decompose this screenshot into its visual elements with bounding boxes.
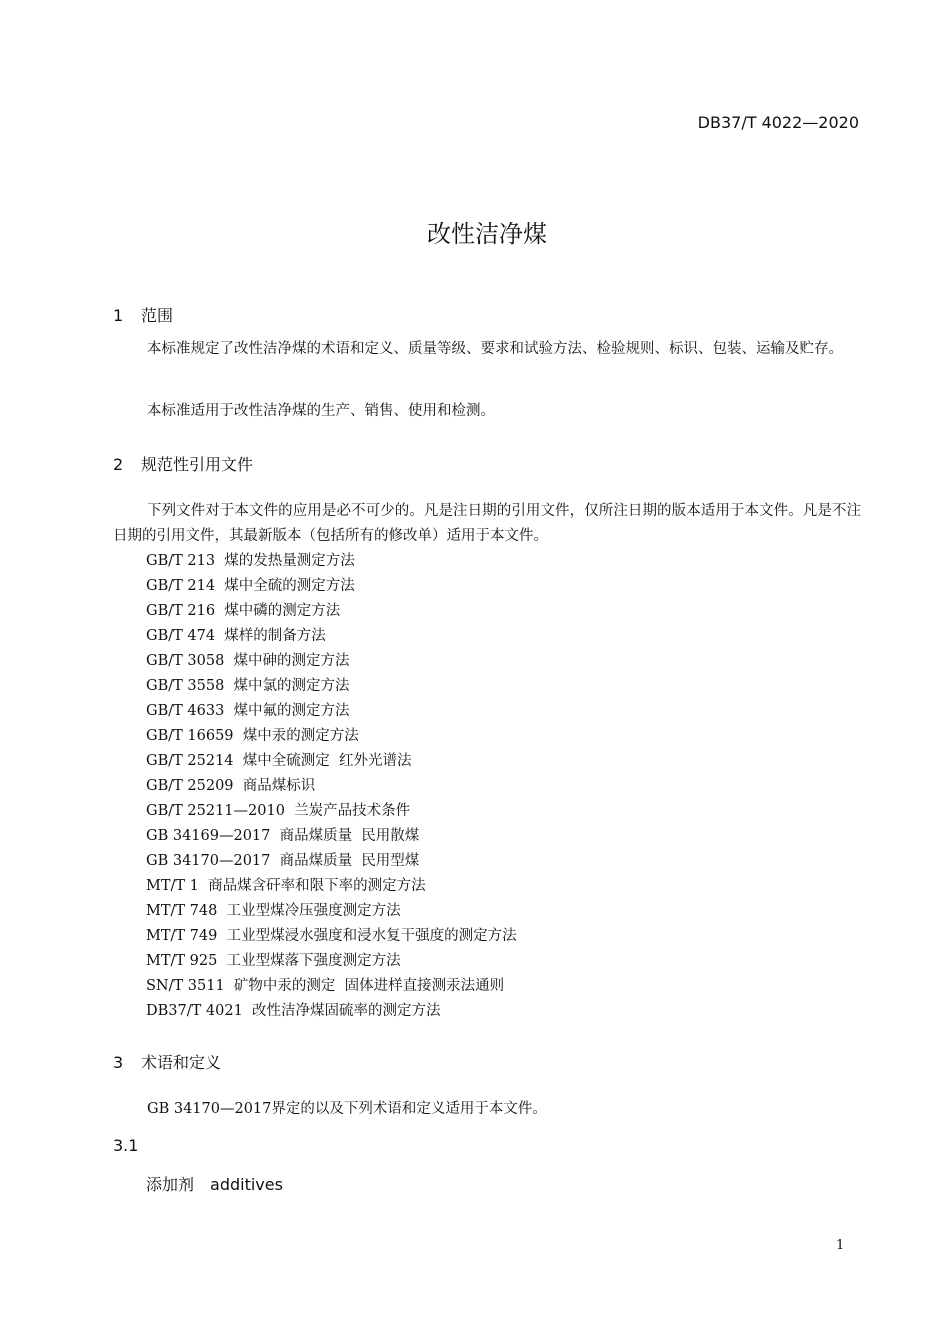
reference-item: GB/T 213 煤的发热量测定方法 xyxy=(146,553,355,569)
subsection-number: 3.1 xyxy=(113,1136,139,1155)
reference-item: GB/T 3558 煤中氯的测定方法 xyxy=(146,678,350,694)
term-chinese: 添加剂 xyxy=(146,1175,195,1194)
document-title: 改性洁净煤 xyxy=(427,220,547,248)
reference-item: SN/T 3511 矿物中汞的测定 固体进样直接测汞法通则 xyxy=(146,978,505,994)
reference-item: MT/T 1 商品煤含矸率和限下率的测定方法 xyxy=(146,878,426,894)
reference-item: GB 34170—2017 商品煤质量 民用型煤 xyxy=(146,853,420,869)
reference-item: GB/T 3058 煤中砷的测定方法 xyxy=(146,653,350,669)
reference-item: GB/T 474 煤样的制备方法 xyxy=(146,628,326,644)
section-number: 3 xyxy=(113,1053,124,1072)
reference-item: GB/T 16659 煤中汞的测定方法 xyxy=(146,728,359,744)
reference-item: GB/T 216 煤中磷的测定方法 xyxy=(146,603,341,619)
term-entry xyxy=(146,1172,283,1195)
reference-item: GB 34169—2017 商品煤质量 民用散煤 xyxy=(146,828,420,844)
reference-item: DB37/T 4021 改性洁净煤固硫率的测定方法 xyxy=(146,1003,441,1019)
reference-item: MT/T 925 工业型煤落下强度测定方法 xyxy=(146,953,401,969)
section-3-heading xyxy=(113,1050,221,1073)
standard-number: DB37/T 4022—2020 xyxy=(697,113,859,132)
section-title: 术语和定义 xyxy=(141,1053,222,1072)
reference-item: MT/T 749 工业型煤浸水强度和浸水复干强度的测定方法 xyxy=(146,928,517,944)
section-2-heading xyxy=(113,452,253,475)
reference-item: GB/T 25214 煤中全硫测定 红外光谱法 xyxy=(146,753,412,769)
section-title: 规范性引用文件 xyxy=(141,455,254,474)
reference-item: GB/T 214 煤中全硫的测定方法 xyxy=(146,578,355,594)
page-number: 1 xyxy=(836,1238,845,1253)
section-number: 1 xyxy=(113,306,124,325)
reference-item: MT/T 748 工业型煤冷压强度测定方法 xyxy=(146,903,401,919)
scope-paragraph-1: 本标准规定了改性洁净煤的术语和定义、质量等级、要求和试验方法、检验规则、标识、包装、运输及贮存。 xyxy=(147,341,843,357)
scope-paragraph-2: 本标准适用于改性洁净煤的生产、销售、使用和检测。 xyxy=(147,403,495,419)
section-title: 范围 xyxy=(141,306,174,325)
terms-intro: GB 34170—2017界定的以及下列术语和定义适用于本文件。 xyxy=(147,1101,547,1117)
reference-list xyxy=(146,549,517,1024)
reference-item: GB/T 25211—2010 兰炭产品技术条件 xyxy=(146,803,411,819)
references-intro: 下列文件对于本文件的应用是必不可少的。凡是注日期的引用文件，仅所注日期的版本适用于本文件。凡是不注日期的引用文件，其最新版本（包括所有的修改单）适用于本文件。 xyxy=(113,503,861,544)
section-1-heading xyxy=(113,303,173,326)
reference-item: GB/T 25209 商品煤标识 xyxy=(146,778,316,794)
term-english: additives xyxy=(210,1175,283,1194)
section-number: 2 xyxy=(113,455,124,474)
reference-item: GB/T 4633 煤中氟的测定方法 xyxy=(146,703,350,719)
